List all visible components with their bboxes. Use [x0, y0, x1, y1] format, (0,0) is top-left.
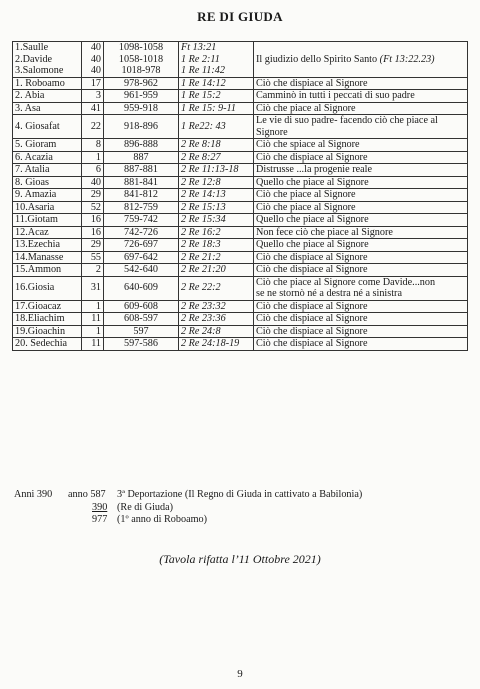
reign-years: 6: [82, 164, 104, 177]
reign-period: 726-697: [104, 239, 179, 252]
king-row: [13, 201, 468, 214]
king-name: 13.Ezechia: [13, 239, 82, 252]
united-names-cell: [13, 42, 82, 78]
remake-note: (Tavola rifatta l’11 Ottobre 2021): [159, 552, 321, 566]
united-ref-cell: [179, 42, 254, 78]
king-name: 20. Sedechia: [13, 338, 82, 351]
judgment-text: Ciò che dispiace al Signore: [256, 251, 368, 263]
reign-period: 1018-978: [121, 65, 161, 76]
judgment-text: Le vie di suo padre- facendo ciò che piace al: [256, 115, 438, 126]
united-judgment-cell: [254, 42, 468, 78]
scripture-ref: 1 Re22: 43: [179, 115, 254, 139]
footer-label: Anni 390: [14, 489, 53, 500]
judgment-text: Signore: [256, 126, 288, 138]
scripture-ref: 2 Re 22:2: [179, 276, 254, 300]
judgment-text: Il giudizio dello Spirito Santo: [256, 53, 378, 65]
judgment-text: Non fece ciò che piace al Signore: [256, 226, 393, 238]
scripture-ref: 1 Re 11:42: [181, 65, 225, 76]
king-name: 3. Asa: [13, 102, 82, 115]
judgment-text: Ciò che dispiace al Signore: [256, 77, 368, 89]
king-name: 11.Giotam: [13, 214, 82, 227]
judgment-text: Ciò che dispiace al Signore: [256, 151, 368, 163]
king-row: [13, 251, 468, 264]
king-name: 2. Abia: [13, 90, 82, 103]
reign-period: 1058-1018: [118, 53, 164, 65]
king-row: [13, 313, 468, 326]
united-period-cell: [104, 42, 179, 78]
judgment-cell: [254, 226, 468, 239]
judgment-text: Ciò che dispiace al Signore: [256, 338, 368, 349]
scripture-ref: 2 Re 8:18: [179, 139, 254, 152]
king-name: 1. Roboamo: [13, 77, 82, 90]
reign-years: 31: [82, 276, 104, 300]
reign-period: 597-586: [104, 338, 179, 351]
king-row: [13, 276, 468, 300]
page-title: RE DI GIUDA: [197, 9, 283, 24]
scripture-ref: 1 Re 2:11: [181, 53, 220, 65]
judgment-cell: [254, 189, 468, 202]
reign-years: 22: [82, 115, 104, 139]
page-number: 9: [237, 668, 243, 680]
reign-period: 697-642: [104, 251, 179, 264]
king-name: 3.Salomone: [15, 65, 64, 76]
judgment-cell: [254, 77, 468, 90]
king-name: 1.Saulle: [15, 42, 49, 53]
king-row: [13, 115, 468, 139]
king-row: [13, 239, 468, 252]
judgment-ref: (Ft 13:22.23): [379, 53, 435, 65]
king-name: 2.Davide: [15, 53, 53, 65]
reign-years: 52: [82, 201, 104, 214]
judgment-cell: [254, 239, 468, 252]
scripture-ref: 2 Re 18:3: [179, 239, 254, 252]
reign-years: 11: [82, 313, 104, 326]
king-name: 6. Acazia: [13, 151, 82, 164]
scripture-ref: 2 Re 8:27: [179, 151, 254, 164]
judgment-text: se ne stornò né a destra né a sinistra: [256, 288, 402, 299]
judgment-text: Ciò che dispiace al Signore: [256, 313, 368, 324]
reign-years: 3: [82, 90, 104, 103]
king-row: [13, 77, 468, 90]
kings-table: [12, 41, 468, 351]
reign-years: 40: [90, 65, 101, 76]
reign-period: 1098-1058: [118, 42, 164, 53]
king-name: 12.Acaz: [13, 226, 82, 239]
judgment-text: Distrusse ...la progenie reale: [256, 164, 372, 175]
king-row: [13, 300, 468, 313]
reign-years: 41: [82, 102, 104, 115]
footer-start-year: 977: [92, 514, 108, 525]
reign-period: 961-959: [104, 90, 179, 103]
king-row: [13, 176, 468, 189]
judgment-text: Ciò che dispiace al Signore: [256, 264, 368, 275]
king-name: 8. Gioas: [13, 176, 82, 189]
king-name: 10.Asaria: [13, 201, 82, 214]
scripture-ref: 1 Re 14:12: [179, 77, 254, 90]
judgment-cell: [254, 300, 468, 313]
reign-years: 1: [82, 325, 104, 338]
reign-period: 609-608: [104, 300, 179, 313]
reign-years: 8: [82, 139, 104, 152]
king-name: 15.Ammon: [13, 264, 82, 277]
judgment-cell: [254, 325, 468, 338]
king-name: 7. Atalia: [13, 164, 82, 177]
king-name: 4. Giosafat: [13, 115, 82, 139]
judgment-text: Ciò che dispiace al Signore: [256, 325, 368, 337]
footer-roboamo-note: (1º anno di Roboamo): [117, 514, 208, 525]
reign-years: 17: [82, 77, 104, 90]
scripture-ref: 1 Re 15:2: [179, 90, 254, 103]
judgment-cell: [254, 102, 468, 115]
reign-years: 16: [82, 226, 104, 239]
judgment-text: Ciò che piace al Signore: [256, 189, 356, 200]
reign-period: 640-609: [104, 276, 179, 300]
footer-total-years: 390: [92, 501, 108, 513]
king-row: [13, 90, 468, 103]
judgment-text: Camminò in tutti i peccati di suo padre: [256, 90, 415, 101]
scripture-ref: 2 Re 24:8: [179, 325, 254, 338]
king-row: [13, 151, 468, 164]
king-name: 18.Eliachim: [13, 313, 82, 326]
united-years-cell: [82, 42, 104, 78]
reign-period: 896-888: [104, 139, 179, 152]
judgment-text: Ciò che piace al Signore: [256, 201, 356, 213]
reign-years: 29: [82, 239, 104, 252]
king-row: [13, 139, 468, 152]
reign-period: 759-742: [104, 214, 179, 227]
reign-years: 16: [82, 214, 104, 227]
scripture-ref: 2 Re 15:34: [179, 214, 254, 227]
scripture-ref: 2 Re 14:13: [179, 189, 254, 202]
judgment-text: Quello che piace al Signore: [256, 239, 369, 250]
king-row: [13, 214, 468, 227]
reign-period: 542-640: [104, 264, 179, 277]
reign-period: 608-597: [104, 313, 179, 326]
scripture-ref: 2 Re 21:2: [179, 251, 254, 264]
judgment-cell: [254, 164, 468, 177]
reign-period: 881-841: [104, 176, 179, 189]
king-row: [13, 164, 468, 177]
king-name: 19.Gioachin: [13, 325, 82, 338]
scripture-ref: 2 Re 24:18-19: [179, 338, 254, 351]
king-name: 9. Amazia: [13, 189, 82, 202]
reign-years: 40: [90, 42, 101, 53]
scripture-ref: 2 Re 15:13: [179, 201, 254, 214]
scripture-ref: 2 Re 16:2: [179, 226, 254, 239]
king-name: 5. Gioram: [13, 139, 82, 152]
king-row: [13, 189, 468, 202]
reign-years: 55: [82, 251, 104, 264]
king-row: [13, 264, 468, 277]
king-name: 17.Gioacaz: [13, 300, 82, 313]
judgment-cell: [254, 264, 468, 277]
reign-years: 40: [82, 176, 104, 189]
reign-years: 11: [82, 338, 104, 351]
judgment-cell: [254, 139, 468, 152]
judgment-cell: [254, 338, 468, 351]
judgment-text: Ciò che dispiace al Signore: [256, 300, 368, 312]
judgment-text: Ciò che piace al Signore: [256, 102, 356, 114]
reign-years: 40: [90, 53, 101, 65]
scripture-ref: 2 Re 21:20: [179, 264, 254, 277]
reign-years: 29: [82, 189, 104, 202]
scripture-ref: 2 Re 23:36: [179, 313, 254, 326]
judgment-text: Quello che piace al Signore: [256, 214, 369, 225]
scripture-ref: 1 Re 15: 9-11: [179, 102, 254, 115]
reign-years: 2: [82, 264, 104, 277]
judgment-cell: [254, 151, 468, 164]
reign-period: 887-881: [104, 164, 179, 177]
king-row: [13, 226, 468, 239]
reign-period: 887: [104, 151, 179, 164]
king-row: [13, 338, 468, 351]
reign-period: 959-918: [104, 102, 179, 115]
judgment-cell: [254, 115, 468, 139]
judgment-text: Ciò che piace al Signore come Davide...non: [256, 276, 436, 288]
reign-period: 918-896: [104, 115, 179, 139]
reign-period: 742-726: [104, 226, 179, 239]
reign-period: 978-962: [104, 77, 179, 90]
judgment-cell: [254, 90, 468, 103]
scripture-ref: 2 Re 12:8: [179, 176, 254, 189]
united-kingdom-row: [13, 42, 468, 78]
reign-period: 597: [104, 325, 179, 338]
scripture-ref: 2 Re 11:13-18: [179, 164, 254, 177]
reign-years: 1: [82, 300, 104, 313]
scripture-ref: Ft 13:21: [181, 42, 217, 53]
king-row: [13, 325, 468, 338]
judgment-cell: [254, 176, 468, 189]
judgment-text: Ciò che spiace al Signore: [256, 139, 360, 150]
judgment-cell: [254, 201, 468, 214]
judgment-cell: [254, 276, 468, 300]
king-name: 16.Giosia: [13, 276, 82, 300]
footer-deportation: 3ª Deportazione (Il Regno di Giuda in cattivato a Babilonia): [117, 489, 363, 500]
judgment-cell: [254, 313, 468, 326]
reign-years: 1: [82, 151, 104, 164]
judgment-text: Quello che piace al Signore: [256, 176, 369, 188]
judgment-cell: [254, 251, 468, 264]
reign-period: 812-759: [104, 201, 179, 214]
footer-kings-note: (Re di Giuda): [117, 501, 174, 513]
judgment-cell: [254, 214, 468, 227]
footer-year-label: anno 587: [68, 489, 106, 500]
reign-period: 841-812: [104, 189, 179, 202]
king-name: 14.Manasse: [13, 251, 82, 264]
scripture-ref: 2 Re 23:32: [179, 300, 254, 313]
king-row: [13, 102, 468, 115]
